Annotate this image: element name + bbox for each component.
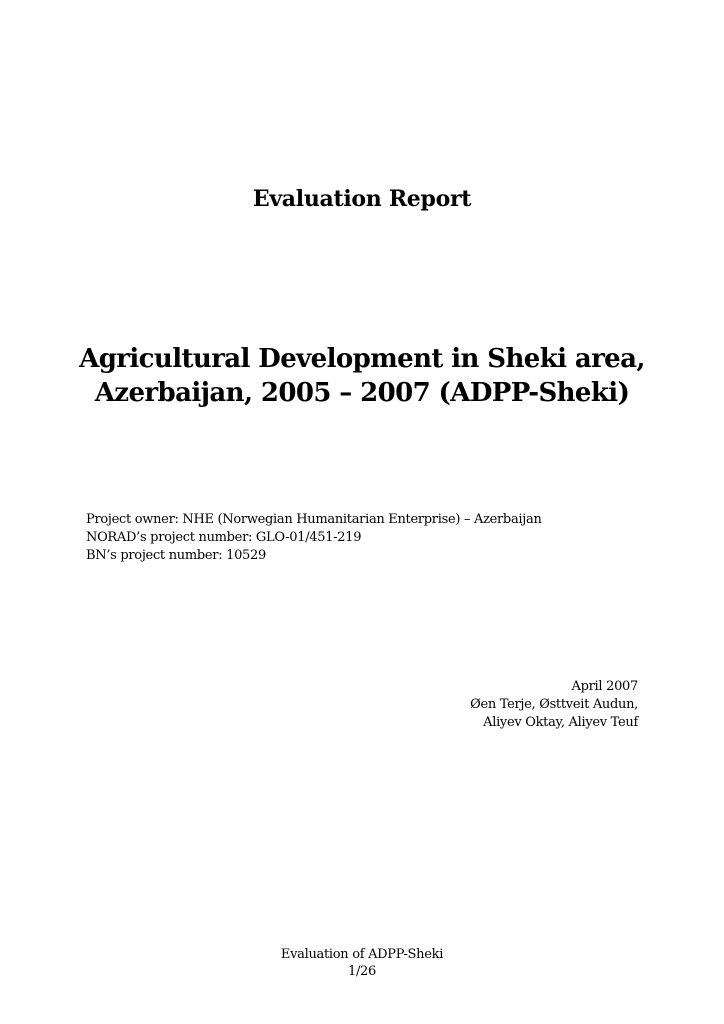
document-title-line-2: Azerbaijan, 2005 – 2007 (ADPP-Sheki) — [94, 378, 630, 408]
page-footer — [0, 946, 724, 980]
document-title — [0, 342, 724, 410]
page-number: 1/26 — [348, 964, 376, 979]
report-date: April 2007 — [571, 679, 638, 694]
document-title-line-1: Agricultural Development in Sheki area, — [79, 344, 645, 374]
report-type-heading: Evaluation Report — [252, 186, 472, 212]
authors-line-2: Aliyev Oktay, Aliyev Teuf — [483, 715, 638, 730]
authors-line-1: Øen Terje, Østtveit Audun, — [470, 697, 638, 712]
project-info-block — [86, 511, 542, 565]
footer-running-title: Evaluation of ADPP-Sheki — [280, 947, 444, 962]
byline-block — [470, 678, 638, 732]
bn-project-number: BN’s project number: 10529 — [86, 548, 266, 563]
project-owner: Project owner: NHE (Norwegian Humanitarian Enterprise) – Azerbaijan — [86, 512, 542, 527]
norad-project-number: NORAD’s project number: GLO-01/451-219 — [86, 530, 362, 545]
